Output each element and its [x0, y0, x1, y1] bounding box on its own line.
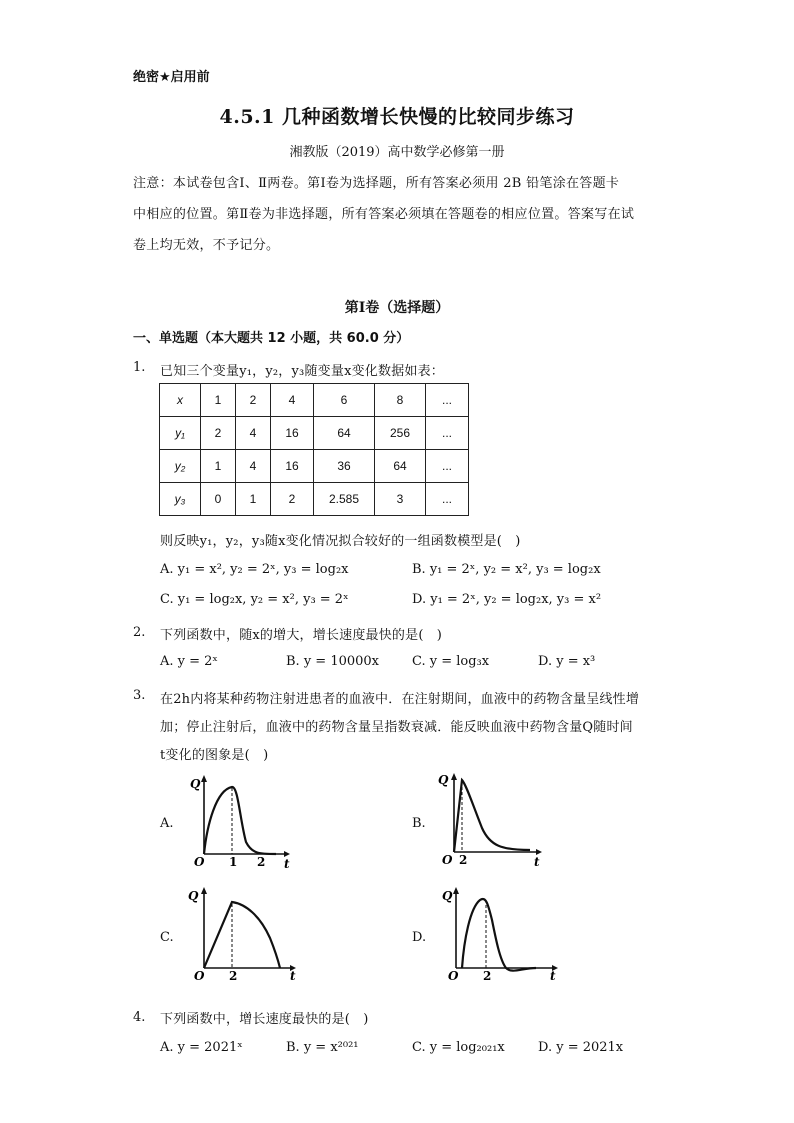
question-2-option-a[interactable]: A. y = 2ˣ — [160, 654, 218, 669]
tick-label: 2 — [459, 853, 468, 867]
axis-label-t: t — [284, 857, 290, 870]
question-2-option-c[interactable]: C. y = log₃x — [412, 654, 490, 669]
table-cell: 1 — [236, 483, 271, 516]
axis-label-t: t — [290, 969, 296, 983]
table-cell: y₃ — [160, 483, 201, 516]
y-axis-arrow — [453, 887, 459, 894]
question-4-number: 4. — [133, 1010, 146, 1025]
question-1-text: 已知三个变量y₁，y₂，y₃随变量x变化数据如表： — [160, 364, 444, 379]
graph-d[interactable] — [432, 880, 572, 984]
curve — [204, 787, 276, 854]
question-4-option-b[interactable]: B. y = x²⁰²¹ — [286, 1040, 359, 1055]
table-cell: 64 — [314, 417, 375, 450]
table-cell: 1 — [201, 450, 236, 483]
axis-label-q: Q — [438, 773, 449, 787]
question-1-option-a[interactable]: A. y₁ = x², y₂ = 2ˣ, y₃ = log₂x — [160, 562, 349, 577]
page-subtitle: 湘教版（2019）高中数学必修第一册 — [289, 145, 505, 160]
question-1-number: 1. — [133, 360, 146, 375]
graph-d-label[interactable]: D. — [412, 930, 427, 945]
question-4-option-d[interactable]: D. y = 2021x — [538, 1040, 624, 1055]
origin-label: O — [194, 969, 205, 983]
axis-label-t: t — [550, 969, 556, 983]
table-cell: x — [160, 384, 201, 417]
question-1-option-c[interactable]: C. y₁ = log₂x, y₂ = x², y₃ = 2ˣ — [160, 592, 349, 607]
table-row — [160, 384, 469, 417]
table-cell: 64 — [375, 450, 426, 483]
table-cell: 6 — [314, 384, 375, 417]
table-cell: 4 — [271, 384, 314, 417]
graph-a[interactable] — [180, 770, 290, 870]
table-cell: 16 — [271, 450, 314, 483]
graph-b[interactable] — [430, 766, 542, 870]
graph-b-label[interactable]: B. — [412, 816, 426, 831]
graph-c-label[interactable]: C. — [160, 930, 174, 945]
question-4-text: 下列函数中，增长速度最快的是( ) — [160, 1012, 369, 1027]
tick-label: 2 — [257, 855, 266, 869]
question-3-text — [160, 686, 670, 770]
curve — [204, 902, 280, 968]
table-cell: 2 — [201, 417, 236, 450]
question-1-option-d[interactable]: D. y₁ = 2ˣ, y₂ = log₂x, y₃ = x² — [412, 592, 602, 607]
secret-mark: 绝密★启用前 — [133, 70, 210, 85]
question-1-option-b[interactable]: B. y₁ = 2ˣ, y₂ = x², y₃ = log₂x — [412, 562, 601, 577]
table-row — [160, 417, 469, 450]
table-cell: 36 — [314, 450, 375, 483]
axis-label-q: Q — [442, 889, 453, 903]
graph-a-label[interactable]: A. — [160, 816, 174, 831]
part-title: 第Ⅰ卷（选择题） — [344, 300, 450, 316]
question-2-option-d[interactable]: D. y = x³ — [538, 654, 596, 669]
table-cell: ... — [426, 450, 469, 483]
question-2-text: 下列函数中，随x的增大，增长速度最快的是( ) — [160, 628, 443, 643]
table-cell: 2 — [236, 384, 271, 417]
question-4-option-a[interactable]: A. y = 2021ˣ — [160, 1040, 243, 1055]
question-4-option-c[interactable]: C. y = log₂₀₂₁x — [412, 1040, 505, 1055]
table-cell: ... — [426, 483, 469, 516]
tick-label: 1 — [229, 855, 238, 869]
tick-label: 2 — [483, 969, 492, 983]
table-cell: ... — [426, 384, 469, 417]
table-cell: 4 — [236, 450, 271, 483]
origin-label: O — [194, 855, 205, 869]
notice-line-1: 注意：本试卷包含Ⅰ、Ⅱ两卷。第Ⅰ卷为选择题，所有答案必须用 2B 铅笔涂在答题卡 — [133, 176, 620, 191]
table-cell: 0 — [201, 483, 236, 516]
table-cell: 4 — [236, 417, 271, 450]
question-1-follow: 则反映y₁，y₂，y₃随x变化情况拟合较好的一组函数模型是( ) — [160, 534, 521, 549]
table-cell: 3 — [375, 483, 426, 516]
data-table — [159, 383, 469, 516]
question-3-number: 3. — [133, 688, 146, 703]
notice-line-3: 卷上均无效，不予记分。 — [133, 238, 280, 253]
table-row — [160, 450, 469, 483]
question-3-line-1: 在2h内将某种药物注射进患者的血液中．在注射期间，血液中的药物含量呈线性增 — [160, 692, 640, 707]
table-cell: 2 — [271, 483, 314, 516]
table-row — [160, 483, 469, 516]
page-title: 4.5.1 几种函数增长快慢的比较同步练习 — [219, 106, 575, 128]
table-cell: 8 — [375, 384, 426, 417]
y-axis-arrow — [201, 887, 207, 894]
axis-label-q: Q — [188, 889, 199, 903]
table-cell: ... — [426, 417, 469, 450]
table-cell: y₁ — [160, 417, 201, 450]
table-cell: 256 — [375, 417, 426, 450]
origin-label: O — [442, 853, 453, 867]
notice — [133, 168, 665, 261]
tick-label: 2 — [229, 969, 238, 983]
section-title: 一、单选题（本大题共 12 小题，共 60.0 分） — [133, 331, 410, 346]
axis-label-q: Q — [190, 777, 201, 791]
table-cell: 2.585 — [314, 483, 375, 516]
axis-label-t: t — [534, 855, 540, 869]
curve — [454, 780, 530, 852]
question-2-number: 2. — [133, 625, 146, 640]
table-cell: 16 — [271, 417, 314, 450]
question-3-line-3: t变化的图象是( ) — [160, 748, 269, 763]
notice-line-2: 中相应的位置。第Ⅱ卷为非选择题，所有答案必须填在答题卷的相应位置。答案写在试 — [133, 207, 635, 222]
table-cell: y₂ — [160, 450, 201, 483]
graph-c[interactable] — [180, 880, 300, 984]
curve — [462, 899, 536, 971]
origin-label: O — [448, 969, 459, 983]
y-axis-arrow — [451, 773, 457, 780]
table-cell: 1 — [201, 384, 236, 417]
y-axis-arrow — [201, 775, 207, 782]
question-3-line-2: 加；停止注射后，血液中的药物含量呈指数衰减．能反映血液中药物含量Q随时间 — [160, 720, 633, 735]
question-2-option-b[interactable]: B. y = 10000x — [286, 654, 380, 669]
